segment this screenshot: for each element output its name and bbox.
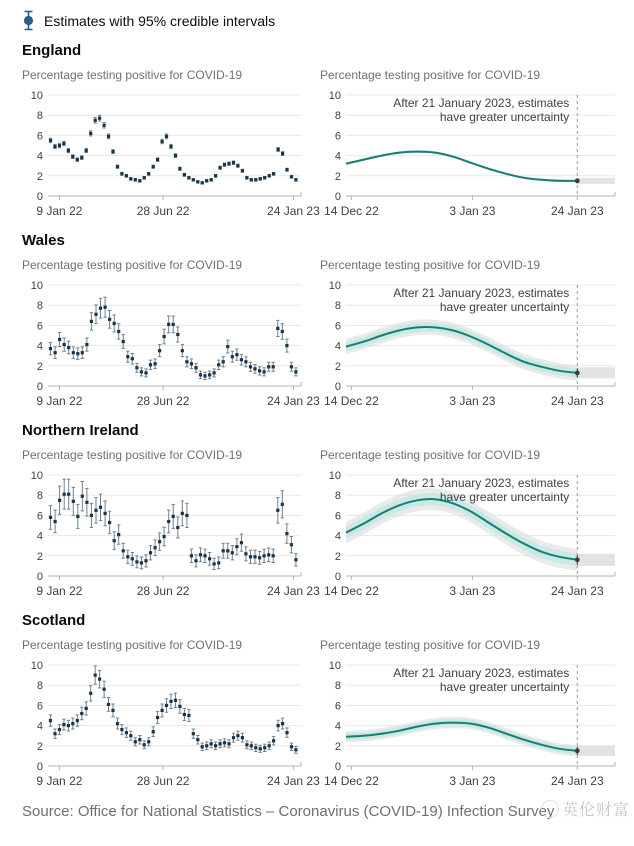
svg-text:4: 4 (334, 340, 341, 353)
svg-text:have greater uncertainty: have greater uncertainty (439, 300, 570, 314)
svg-text:28 Jun 22: 28 Jun 22 (136, 204, 190, 218)
svg-text:8: 8 (334, 680, 341, 693)
svg-text:8: 8 (334, 490, 341, 503)
svg-text:9 Jan 22: 9 Jan 22 (36, 774, 83, 788)
section-wales (22, 232, 628, 411)
svg-text:24 Jan 23: 24 Jan 23 (267, 774, 320, 788)
chart-subtitle: Percentage testing positive for COVID-19 (320, 258, 541, 272)
svg-text:8: 8 (36, 300, 43, 313)
svg-text:After 21 January 2023, estimat: After 21 January 2023, estimates (393, 476, 570, 490)
svg-text:2: 2 (36, 550, 43, 563)
svg-text:24 Jan 23: 24 Jan 23 (267, 394, 320, 408)
svg-text:8: 8 (334, 110, 341, 123)
svg-text:After 21 January 2023, estimat: After 21 January 2023, estimates (393, 286, 570, 300)
svg-text:9 Jan 22: 9 Jan 22 (36, 584, 83, 598)
svg-text:have greater uncertainty: have greater uncertainty (439, 110, 570, 124)
svg-text:28 Jun 22: 28 Jun 22 (136, 774, 190, 788)
svg-text:After 21 January 2023, estimat: After 21 January 2023, estimates (393, 666, 570, 680)
england-observed-plot (22, 89, 320, 221)
chart-subtitle: Percentage testing positive for COVID-19 (22, 258, 243, 272)
svg-text:4: 4 (334, 150, 341, 163)
england-modelled-chart (320, 68, 620, 221)
svg-text:10: 10 (30, 90, 43, 102)
svg-text:4: 4 (36, 530, 43, 543)
svg-text:10: 10 (30, 660, 43, 672)
svg-text:6: 6 (36, 130, 43, 143)
svg-text:14 Dec 22: 14 Dec 22 (324, 394, 379, 408)
svg-text:24 Jan 23: 24 Jan 23 (550, 774, 604, 788)
svg-text:0: 0 (334, 191, 341, 203)
svg-text:2: 2 (334, 740, 341, 753)
scotland-modelled-plot (320, 659, 620, 791)
svg-text:2: 2 (36, 740, 43, 753)
svg-text:3 Jan 23: 3 Jan 23 (449, 774, 496, 788)
svg-text:24 Jan 23: 24 Jan 23 (267, 204, 320, 218)
england-observed-chart (22, 68, 320, 221)
svg-text:24 Jan 23: 24 Jan 23 (267, 584, 320, 598)
section-england (22, 42, 628, 221)
svg-text:After 21 January 2023, estimat: After 21 January 2023, estimates (393, 96, 570, 110)
svg-text:14 Dec 22: 14 Dec 22 (324, 774, 379, 788)
svg-text:14 Dec 22: 14 Dec 22 (324, 204, 379, 218)
svg-text:24 Jan 23: 24 Jan 23 (550, 204, 604, 218)
svg-text:6: 6 (36, 700, 43, 713)
wales-observed-chart (22, 258, 320, 411)
source-note: Source: Office for National Statistics – Coronavirus (COVID-19) Infection Survey (22, 803, 555, 820)
svg-text:9 Jan 22: 9 Jan 22 (36, 204, 83, 218)
svg-text:24 Jan 23: 24 Jan 23 (550, 394, 604, 408)
chart-subtitle: Percentage testing positive for COVID-19 (320, 638, 541, 652)
svg-text:9 Jan 22: 9 Jan 22 (36, 394, 83, 408)
svg-text:3 Jan 23: 3 Jan 23 (449, 584, 496, 598)
svg-text:10: 10 (30, 280, 43, 292)
svg-text:10: 10 (328, 660, 341, 672)
scotland-modelled-chart (320, 638, 620, 791)
svg-text:have greater uncertainty: have greater uncertainty (439, 680, 570, 694)
watermark-logo-icon (541, 800, 559, 818)
svg-text:4: 4 (334, 720, 341, 733)
wales-modelled-plot (320, 279, 620, 411)
svg-text:have greater uncertainty: have greater uncertainty (439, 490, 570, 504)
svg-text:3 Jan 23: 3 Jan 23 (449, 394, 496, 408)
svg-text:10: 10 (328, 280, 341, 292)
svg-text:6: 6 (36, 510, 43, 523)
chart-subtitle: Percentage testing positive for COVID-19 (320, 448, 541, 462)
svg-text:0: 0 (36, 761, 43, 773)
svg-text:8: 8 (334, 300, 341, 313)
watermark (541, 797, 630, 820)
chart-subtitle: Percentage testing positive for COVID-19 (22, 638, 243, 652)
svg-text:24 Jan 23: 24 Jan 23 (550, 584, 604, 598)
svg-text:4: 4 (36, 340, 43, 353)
svg-text:0: 0 (334, 381, 341, 393)
chart-subtitle: Percentage testing positive for COVID-19 (320, 68, 541, 82)
svg-text:2: 2 (334, 550, 341, 563)
svg-text:6: 6 (334, 320, 341, 333)
section-title-northern-ireland: Northern Ireland (22, 422, 139, 439)
svg-text:0: 0 (36, 191, 43, 203)
svg-text:0: 0 (36, 571, 43, 583)
svg-text:6: 6 (334, 510, 341, 523)
svg-text:0: 0 (334, 761, 341, 773)
scotland-observed-chart (22, 638, 320, 791)
watermark-text: 英伦财富 (561, 802, 630, 819)
svg-text:6: 6 (36, 320, 43, 333)
svg-text:28 Jun 22: 28 Jun 22 (136, 394, 190, 408)
svg-text:8: 8 (36, 110, 43, 123)
svg-text:6: 6 (334, 130, 341, 143)
svg-text:4: 4 (36, 720, 43, 733)
northern-ireland-observed-plot (22, 469, 320, 601)
svg-text:0: 0 (36, 381, 43, 393)
northern-ireland-modelled-chart (320, 448, 620, 601)
legend (22, 10, 628, 31)
chart-subtitle: Percentage testing positive for COVID-19 (22, 448, 243, 462)
svg-text:10: 10 (328, 90, 341, 102)
northern-ireland-observed-chart (22, 448, 320, 601)
svg-text:6: 6 (334, 700, 341, 713)
wales-modelled-chart (320, 258, 620, 411)
svg-text:2: 2 (334, 360, 341, 373)
svg-text:3 Jan 23: 3 Jan 23 (449, 204, 496, 218)
section-title-scotland: Scotland (22, 612, 86, 629)
svg-text:2: 2 (36, 170, 43, 183)
errorbar-point-icon (22, 10, 35, 31)
svg-text:4: 4 (334, 530, 341, 543)
chart-subtitle: Percentage testing positive for COVID-19 (22, 68, 243, 82)
section-title-wales: Wales (22, 232, 65, 249)
svg-text:14 Dec 22: 14 Dec 22 (324, 584, 379, 598)
section-title-england: England (22, 42, 82, 59)
svg-text:2: 2 (334, 170, 341, 183)
svg-text:8: 8 (36, 490, 43, 503)
svg-text:8: 8 (36, 680, 43, 693)
svg-text:10: 10 (30, 470, 43, 482)
footer (22, 803, 628, 837)
legend-label: Estimates with 95% credible intervals (44, 12, 276, 29)
england-modelled-plot (320, 89, 620, 221)
section-northern-ireland (22, 422, 628, 601)
svg-text:10: 10 (328, 470, 341, 482)
wales-observed-plot (22, 279, 320, 411)
svg-text:4: 4 (36, 150, 43, 163)
svg-text:0: 0 (334, 571, 341, 583)
northern-ireland-modelled-plot (320, 469, 620, 601)
scotland-observed-plot (22, 659, 320, 791)
section-scotland (22, 612, 628, 791)
svg-text:28 Jun 22: 28 Jun 22 (136, 584, 190, 598)
svg-text:2: 2 (36, 360, 43, 373)
